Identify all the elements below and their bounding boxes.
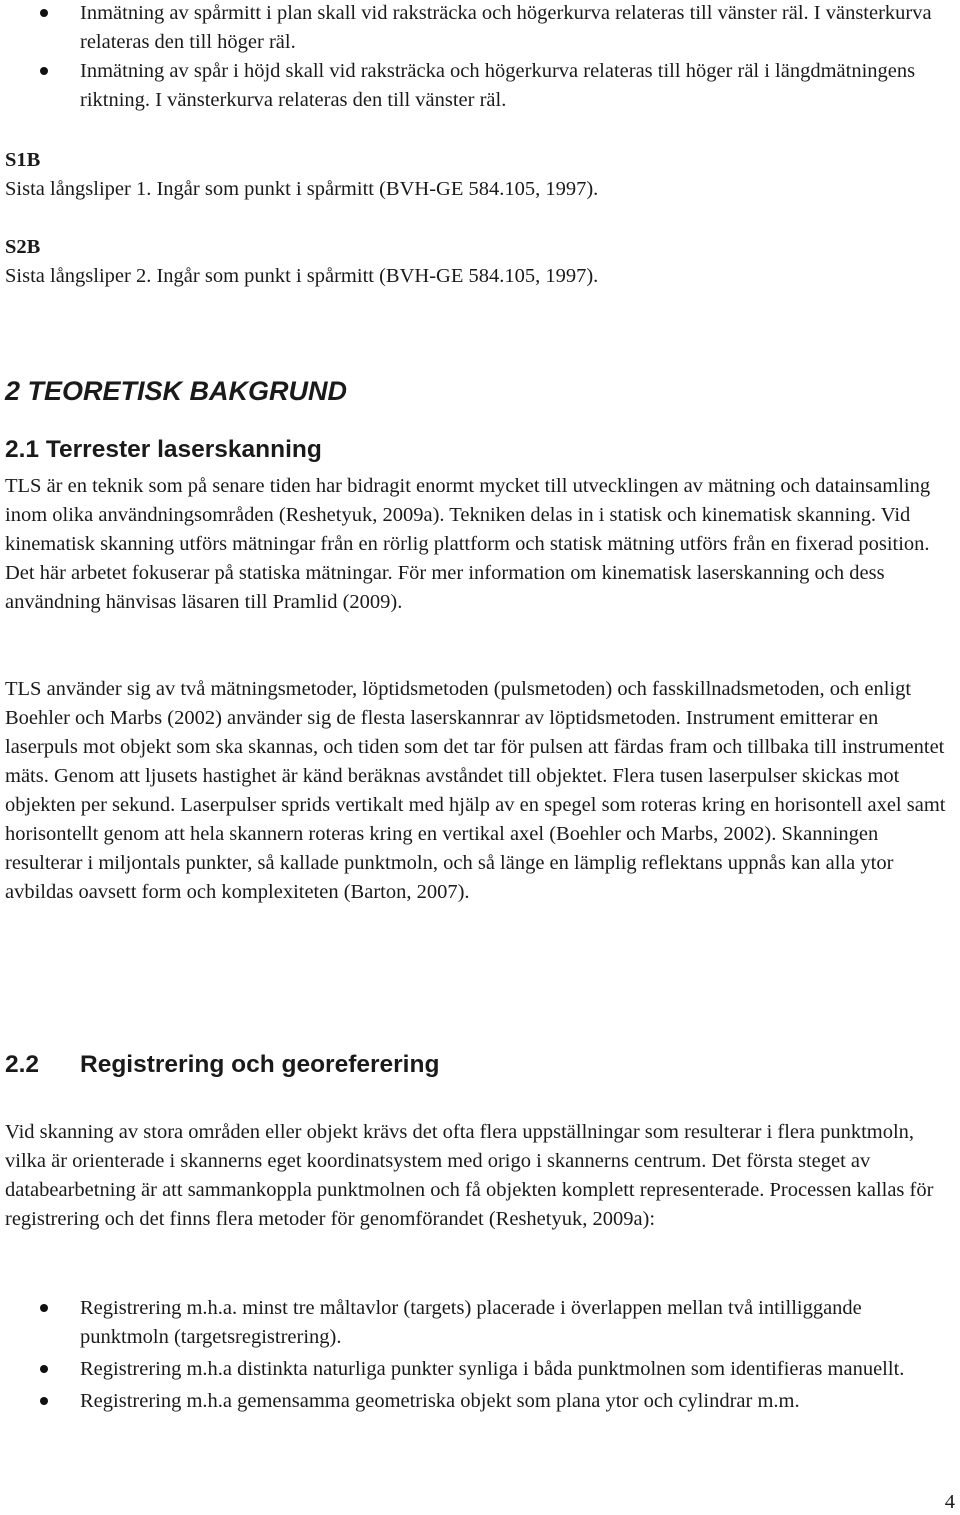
list-item: [0, 57, 950, 115]
abbreviation-text: Sista långsliper 1. Ingår som punkt i spårmitt (BVH-GE 584.105, 1997).: [5, 178, 599, 200]
subsection-number: 2.2: [5, 1051, 40, 1078]
list-item-text: Inmätning av spårmitt i plan skall vid raksträcka och högerkurva relateras till vänster räl. I vänsterkurva relateras den till höger räl.: [80, 2, 932, 53]
list-item: [0, 1294, 950, 1352]
bullet-icon: [40, 67, 48, 75]
subsection-title: Registrering och georeferering: [80, 1051, 440, 1078]
body-paragraph: TLS använder sig av två mätningsmetoder, löptidsmetoden (pulsmetoden) och fasskillnadsmetoden, och enligt Boehler och Marbs (2002) använder sig de flesta laserskannrar av löptidsmetoden. Instrument emitterar en laserpuls mot objekt som ska skannas, och tiden som det tar för pulsen att färdas fram och tillbaka till instrumentet mäts. Genom att ljusets hastighet är känd beräknas avståndet till objektet. Flera tusen laserpulser skickas mot objekten per sekund. Laserpulser sprids vertikalt med hjälp av en spegel som roteras kring en horisontell axel samt horisontellt genom att hela skannern roteras kring en vertikal axel (Boehler och Marbs, 2002). Skanningen resulterar i miljontals punkter, så kallade punktmoln, och så länge en lämplig reflektans uppnås kan alla ytor avbildas oavsett form och komplexiteten (Barton, 2007).: [5, 678, 946, 903]
rail-reference-bullet-list: [0, 0, 960, 115]
list-item: [0, 1387, 950, 1416]
body-paragraph: Vid skanning av stora områden eller objekt krävs det ofta flera uppställningar som resulterar i flera punktmoln, vilka är orienterade i skannerns eget koordinatsystem med origo i skannerns centrum. Det första steget av databearbetning är att sammankoppla punktmolnen och få objekten komplett representerade. Processen kallas för registrering och det finns flera metoder för genomförandet (Reshetyuk, 2009a):: [5, 1121, 934, 1230]
abbreviation-text: Sista långsliper 2. Ingår som punkt i spårmitt (BVH-GE 584.105, 1997).: [5, 265, 599, 287]
subsection-heading: [5, 1048, 439, 1082]
page-number: 4: [944, 1491, 955, 1513]
abbreviation-entry: [5, 233, 945, 291]
bullet-icon: [40, 1304, 48, 1312]
bullet-icon: [40, 1397, 48, 1405]
abbreviation-entry: [5, 146, 945, 204]
section-heading: 2 TEORETISK BAKGRUND: [5, 376, 348, 406]
body-paragraph: TLS är en teknik som på senare tiden har bidragit enormt mycket till utvecklingen av mätning och datainsamling inom olika användningsområden (Reshetyuk, 2009a). Tekniken delas in i statisk och kinematisk skanning. Vid kinematisk skanning utförs mätningar från en rörlig plattform och statisk mätning utförs från en fixerad position. Det här arbetet fokuserar på statiska mätningar. För mer information om kinematisk laserskanning och dess användning hänvisas läsaren till Pramlid (2009).: [5, 475, 931, 613]
abbreviation-code: S2B: [5, 236, 41, 258]
bullet-icon: [40, 1365, 48, 1373]
list-item: [0, 1355, 950, 1384]
list-item-text: Inmätning av spår i höjd skall vid raksträcka och högerkurva relateras till höger räl i längdmätningens riktning. I vänsterkurva relateras den till vänster räl.: [80, 60, 916, 111]
list-item-text: Registrering m.h.a gemensamma geometriska objekt som plana ytor och cylindrar m.m.: [80, 1390, 800, 1412]
list-item-text: Registrering m.h.a distinkta naturliga punkter synliga i båda punktmolnen som identifieras manuellt.: [80, 1358, 905, 1380]
subsection-heading: 2.1 Terrester laserskanning: [5, 436, 322, 463]
list-item: [0, 0, 950, 57]
bullet-icon: [40, 9, 48, 17]
list-item-text: Registrering m.h.a. minst tre måltavlor (targets) placerade i överlappen mellan två intilliggande punktmoln (targetsregistrering).: [80, 1297, 862, 1348]
registration-methods-list: [0, 1294, 960, 1416]
abbreviation-code: S1B: [5, 149, 41, 171]
